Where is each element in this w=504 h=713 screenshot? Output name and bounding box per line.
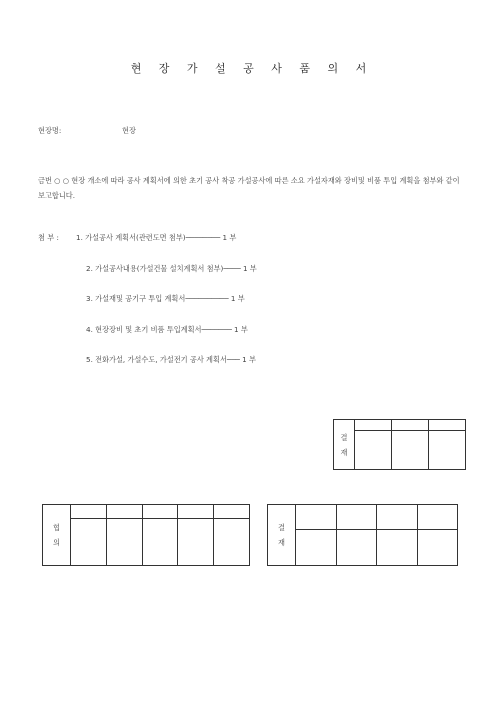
approval-header-cell[interactable] [355,420,392,431]
agreement-header-cell[interactable] [106,505,142,519]
approval-label-char-1: 결 [340,432,348,442]
approval-bottom-header-cell[interactable] [377,505,418,530]
approval-bottom-header-cell[interactable] [296,505,337,530]
approval-bottom-label-char-2: 재 [278,538,285,547]
agreement-header-cell[interactable] [142,505,178,519]
agreement-sign-cell[interactable] [71,519,107,566]
site-name-label: 현장명: [38,126,62,135]
attachment-item-2: 2. 가설공사내용(가설건물 설치계획서 첨부)──── 1 부 [86,264,257,273]
agreement-sign-cell[interactable] [214,519,250,566]
agreement-label-cell [43,505,71,566]
site-name-value: 현장 [122,126,136,135]
approval-label-char-2: 재 [340,447,348,457]
approval-bottom-header-cell[interactable] [417,505,458,530]
agreement-box [42,504,250,566]
approval-box-bottom [267,504,458,566]
approval-bottom-sign-cell[interactable] [336,530,377,566]
agreement-sign-cell[interactable] [178,519,214,566]
attachment-item-3: 3. 가설재및 공기구 투입 계획서────────── 1 부 [86,294,245,303]
agreement-header-cell[interactable] [71,505,107,519]
attachment-item-4: 4. 현장장비 및 초기 비품 투입계획서─────── 1 부 [86,325,248,334]
approval-header-cell[interactable] [392,420,429,431]
agreement-sign-cell[interactable] [142,519,178,566]
attachment-item-5: 5. 전화가설, 가설수도, 가설전기 공사 계획서─── 1 부 [86,355,256,364]
approval-bottom-label-char-1: 결 [278,523,285,532]
document-title: 현 장 가 설 공 사 품 의 서 [130,62,374,75]
attachment-label: 첨 부 : [38,233,59,242]
approval-bottom-sign-cell[interactable] [417,530,458,566]
agreement-header-cell[interactable] [214,505,250,519]
approval-sign-cell[interactable] [429,431,466,470]
approval-sign-cell[interactable] [392,431,429,470]
approval-box-top [333,419,466,470]
agreement-label-char-1: 협 [53,523,60,532]
approval-bottom-label-cell [268,505,296,566]
approval-sign-cell[interactable] [355,431,392,470]
approval-bottom-sign-cell[interactable] [296,530,337,566]
body-paragraph: 금번 ○ ○ 현장 개소에 따라 공사 계획서에 의한 초기 공사 착공 가설공사에 따른 소요 가설자재와 장비및 비품 투입 계획을 첨부와 같이 보고합니다. [38,176,460,200]
agreement-header-cell[interactable] [178,505,214,519]
approval-header-cell[interactable] [429,420,466,431]
approval-bottom-sign-cell[interactable] [377,530,418,566]
approval-bottom-header-cell[interactable] [336,505,377,530]
agreement-label-char-2: 의 [53,538,60,547]
agreement-sign-cell[interactable] [106,519,142,566]
attachment-item-1: 1. 가설공사 계획서(관련도면 첨부)──────── 1 부 [76,233,237,242]
approval-label-cell [334,420,355,470]
